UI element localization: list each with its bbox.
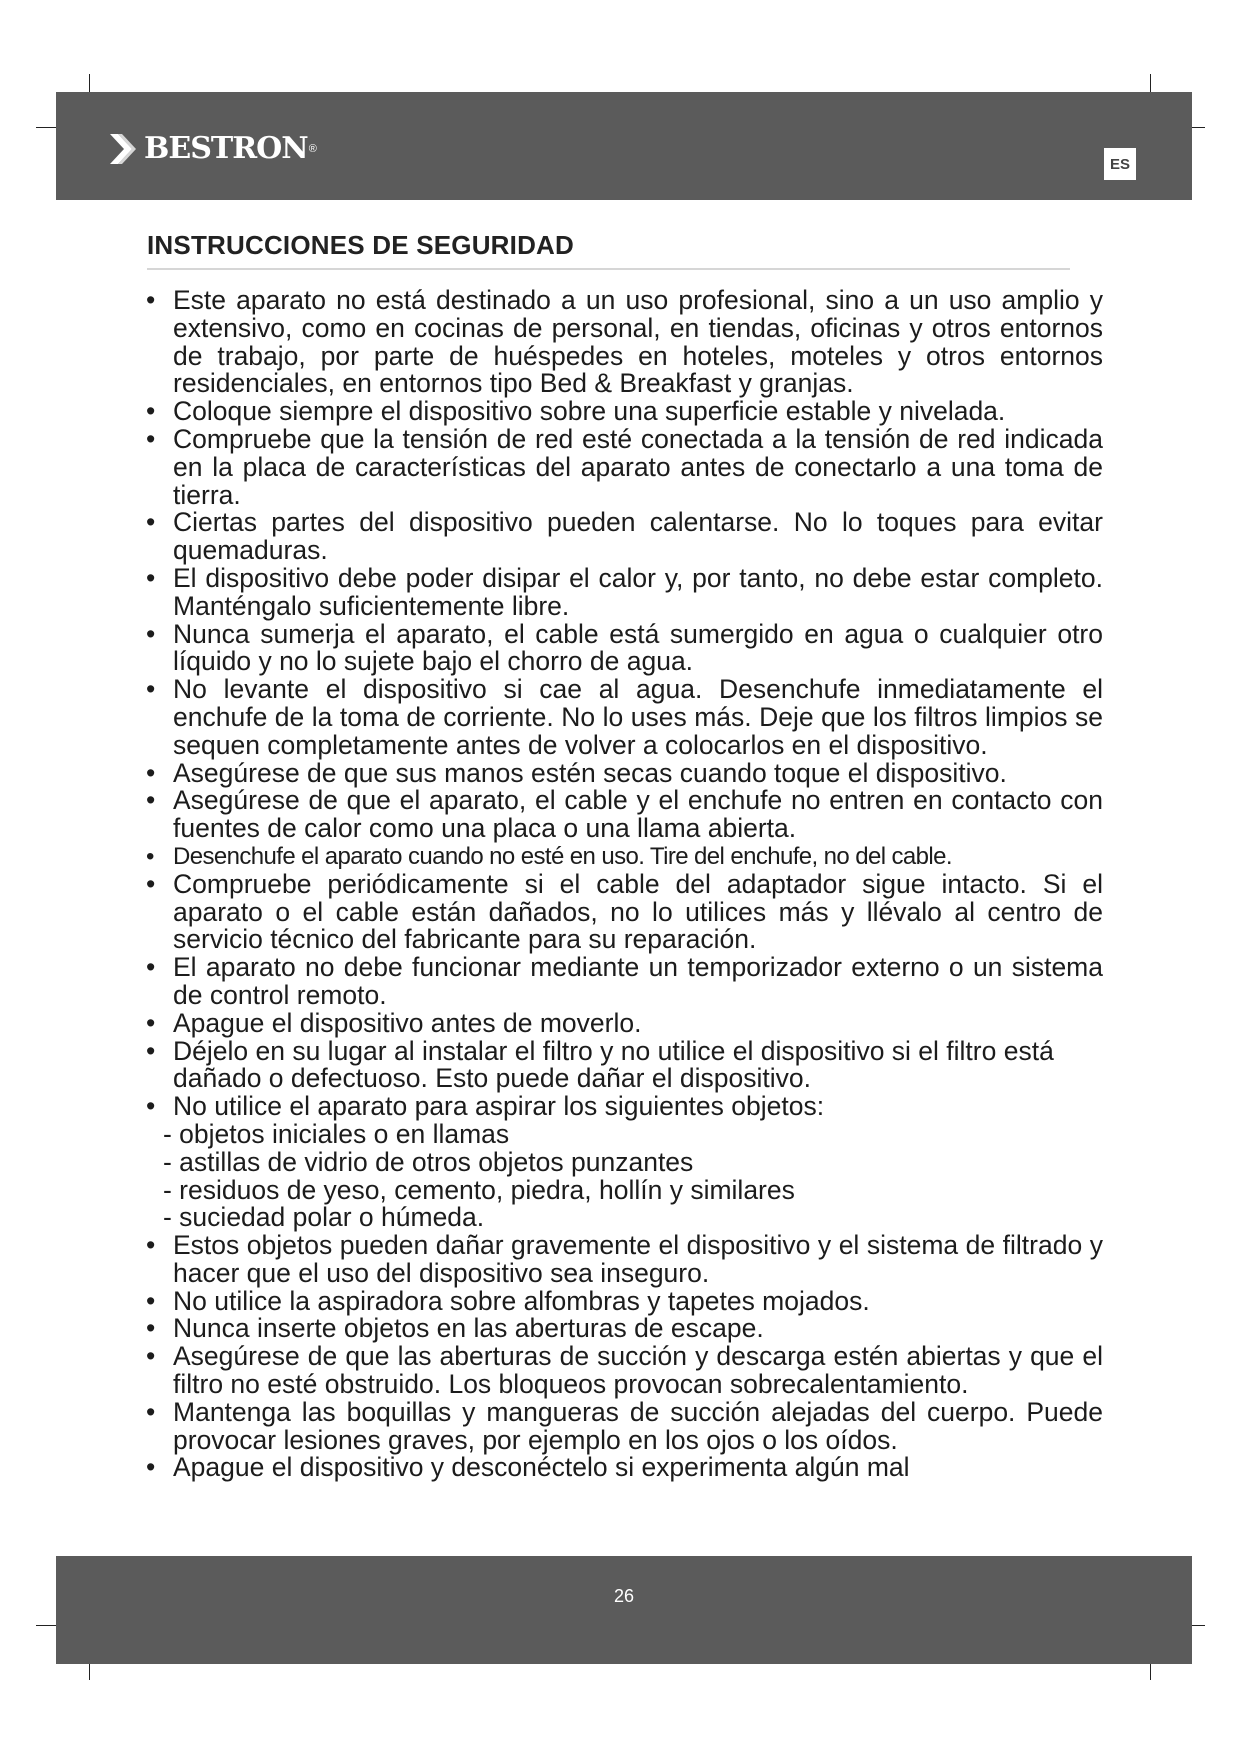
- sub-list-item: - objetos iniciales o en llamas: [163, 1118, 510, 1149]
- title-divider: [147, 268, 1070, 270]
- list-item: • Nunca sumerja el aparato, el cable está sumergido en agua o cualquier otro líquido y no lo sujete bajo el chorro de agua.: [143, 621, 1103, 677]
- registered-mark: ®: [308, 143, 317, 155]
- list-item: • Compruebe que la tensión de red esté conectada a la tensión de red indicada en la placa de características del aparato antes de conectarlo a una toma de tierra.: [143, 426, 1103, 509]
- list-item: • El dispositivo debe poder disipar el calor y, por tanto, no debe estar completo. Manténgalo suficientemente libre.: [143, 565, 1103, 621]
- list-item: • Coloque siempre el dispositivo sobre una superficie estable y nivelada.: [143, 398, 1103, 426]
- page-number: 26: [613, 1586, 635, 1606]
- page-header: [56, 92, 1192, 200]
- list-item: • Apague el dispositivo y desconéctelo si experimenta algún mal: [143, 1454, 1103, 1482]
- page-footer: [56, 1556, 1192, 1664]
- list-item: • Este aparato no está destinado a un uso profesional, sino a un uso amplio y extensivo, como en cocinas de personal, en tiendas, oficinas y otros entornos de trabajo, por parte de huéspedes en hoteles, moteles y otros entornos residenciales, en entornos tipo Bed & Breakfast y granjas.: [143, 287, 1103, 398]
- list-item: • Desenchufe el aparato cuando no esté en uso. Tire del enchufe, no del cable.: [143, 843, 1103, 871]
- chevron-logo-icon: [108, 132, 138, 166]
- list-item: • Asegúrese de que sus manos estén secas cuando toque el dispositivo.: [143, 760, 1103, 788]
- list-item: • El aparato no debe funcionar mediante un temporizador externo o un sistema de control remoto.: [143, 954, 1103, 1010]
- list-item: • Déjelo en su lugar al instalar el filtro y no utilice el dispositivo si el filtro está dañado o defectuoso. Esto puede dañar el dispositivo.: [143, 1038, 1103, 1094]
- list-item: • No utilice la aspiradora sobre alfombras y tapetes mojados.: [143, 1288, 1103, 1316]
- brand-name: BESTRON: [144, 131, 308, 166]
- list-item: • No levante el dispositivo si cae al agua. Desenchufe inmediatamente el enchufe de la toma de corriente. No lo uses más. Deje que los filtros limpios se sequen completamente antes de volver a colocarlos en el dispositivo.: [143, 676, 1103, 759]
- section-title: INSTRUCCIONES DE SEGURIDAD: [147, 230, 575, 260]
- list-item: • Asegúrese de que el aparato, el cable y el enchufe no entren en contacto con fuentes de calor como una placa o una llama abierta.: [143, 787, 1103, 843]
- list-item: • Asegúrese de que las aberturas de succión y descarga estén abiertas y que el filtro no esté obstruido. Los bloqueos provocan sobrecalentamiento.: [143, 1343, 1103, 1399]
- sub-list-item: - suciedad polar o húmeda.: [163, 1202, 485, 1233]
- sub-list-item: - astillas de vidrio de otros objetos punzantes: [163, 1146, 694, 1177]
- list-item: • No utilice el aparato para aspirar los siguientes objetos:: [143, 1093, 1103, 1121]
- list-item: • Estos objetos pueden dañar gravemente el dispositivo y el sistema de filtrado y hacer que el uso del dispositivo sea inseguro.: [143, 1232, 1103, 1288]
- sub-list-item: - residuos de yeso, cemento, piedra, hollín y similares: [163, 1174, 795, 1205]
- list-item: • Ciertas partes del dispositivo pueden calentarse. No lo toques para evitar quemaduras.: [143, 509, 1103, 565]
- language-badge: ES: [1104, 148, 1136, 180]
- safety-instructions-list: [143, 287, 1103, 1482]
- list-item: • Nunca inserte objetos en las aberturas de escape.: [143, 1315, 1103, 1343]
- list-item: • Compruebe periódicamente si el cable del adaptador sigue intacto. Si el aparato o el cable están dañados, no lo utilices más y llévalo al centro de servicio técnico del fabricante para su reparación.: [143, 871, 1103, 954]
- brand-logo: [108, 132, 317, 166]
- list-item: • Mantenga las boquillas y mangueras de succión alejadas del cuerpo. Puede provocar lesiones graves, por ejemplo en los ojos o los oídos.: [143, 1399, 1103, 1455]
- list-item: • Apague el dispositivo antes de moverlo.: [143, 1010, 1103, 1038]
